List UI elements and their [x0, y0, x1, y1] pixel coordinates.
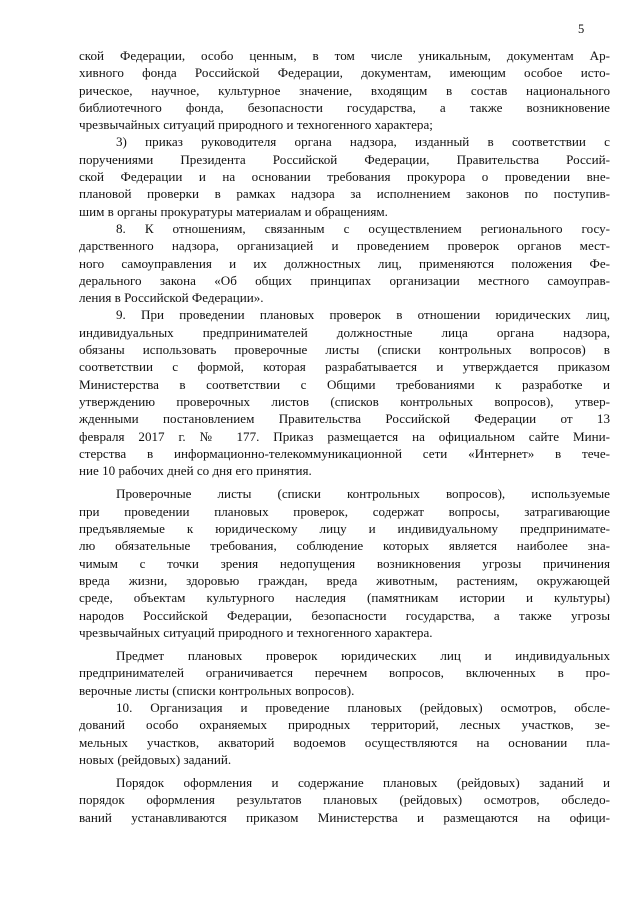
text-line: библиотечного фонда, безопасности государства, а также возникновение — [79, 99, 610, 115]
text-line: порядок оформления результатов плановых (рейдовых) осмотров, обследо- — [79, 792, 610, 808]
text-line: соответствии с формой, которая разрабатывается и утверждается приказом — [79, 359, 610, 375]
text-line: новых (рейдовых) заданий. — [79, 751, 232, 767]
text-line: ской Федерации, особо ценным, в том числе уникальным, документам Ар- — [79, 48, 610, 63]
paragraph — [79, 699, 610, 768]
text-line: Министерства в соответствии с Общими требованиями к разработке и — [79, 376, 610, 392]
text-line: ской Федерации и на основании требования прокурора о проведении вне- — [79, 169, 610, 185]
text-line: индивидуальных предпринимателей должностные лица органа надзора, — [79, 324, 610, 340]
paragraph — [79, 220, 610, 306]
text-line: ние 10 рабочих дней со дня его принятия. — [79, 463, 312, 479]
text-line: ного самоуправления и их должностных лиц, применяются положения Фе- — [79, 255, 610, 271]
text-line: плановой проверки в рамках надзора за исполнением законов по поступив- — [79, 186, 610, 202]
text-line: предъявляемые к юридическому лицу и индивидуальному предпринимате- — [79, 521, 610, 537]
text-line: 10. Организация и проведение плановых (рейдовых) осмотров, обсле- — [116, 699, 610, 715]
text-line: чимым с точки зрения недопущения возникновения угрозы причинения — [79, 555, 610, 571]
text-line: жденными постановлением Правительства Российской Федерации от 13 — [79, 411, 610, 427]
text-line: ления в Российской Федерации». — [79, 290, 264, 306]
text-line: мельных участков, акваторий водоемов осуществляются на основании пла- — [79, 734, 610, 750]
text-line: ваний устанавливаются приказом Министерства и размещаются на офици- — [79, 809, 610, 825]
text-line: предпринимателей ограничивается перечнем вопросов, включенных в про- — [79, 665, 610, 681]
paragraph — [79, 647, 610, 699]
text-line: Проверочные листы (списки контрольных вопросов), используемые — [116, 486, 610, 502]
text-line: вреда жизни, здоровью граждан, вреда животным, растениям, окружающей — [79, 572, 610, 588]
text-line: 8. К отношениям, связанным с осуществлением регионального госу- — [116, 220, 610, 236]
text-line: 9. При проведении плановых проверок в отношении юридических лиц, — [116, 307, 610, 323]
text-line: Предмет плановых проверок юридических лиц и индивидуальных — [116, 648, 610, 664]
text-line: при проведении плановых проверок, содержат вопросы, затрагивающие — [79, 503, 610, 519]
text-line: утверждению проверочных листов (списков контрольных вопросов), утвер- — [79, 393, 610, 409]
text-line: хивного фонда Российской Федерации, документам, имеющим особое исто- — [79, 65, 610, 81]
text-line: стерства в информационно-телекоммуникационной сети «Интернет» в тече- — [79, 445, 610, 461]
text-line: народов Российской Федерации, безопасности государства, а также угрозы — [79, 607, 610, 623]
page-number: 5 — [578, 22, 585, 36]
text-line: чрезвычайных ситуаций природного и техногенного характера; — [79, 117, 433, 133]
document-body — [79, 47, 610, 826]
text-line: дований особо охраняемых природных территорий, лесных участков, зе- — [79, 717, 610, 733]
text-line: лю обязательные требования, соблюдение которых является наиболее зна- — [79, 538, 610, 554]
text-line: 3) приказ руководителя органа надзора, изданный в соответствии с — [116, 134, 610, 150]
paragraph — [79, 485, 610, 641]
text-line: среде, объектам культурного наследия (памятникам истории и культуры) — [79, 590, 610, 606]
text-line: шим в органы прокуратуры материалам и обращениям. — [79, 203, 388, 219]
paragraph — [79, 774, 610, 826]
text-line: рическое, научное, культурное значение, входящим в состав национального — [79, 82, 610, 98]
text-line: февраля 2017 г. № 177. Приказ размещается на официальном сайте Мини- — [79, 428, 610, 444]
paragraph — [79, 133, 610, 219]
text-line: дерального закона «Об общих принципах организации местного самоуправ- — [79, 272, 610, 288]
text-line: Порядок оформления и содержание плановых (рейдовых) заданий и — [116, 775, 610, 791]
text-line: обязаны использовать проверочные листы (списки контрольных вопросов) в — [79, 342, 610, 358]
text-line: поручениями Президента Российской Федерации, Правительства Россий- — [79, 151, 610, 167]
text-line: дарственного надзора, организацией и проведением проверок органов мест- — [79, 238, 610, 254]
paragraph — [79, 47, 610, 133]
text-line: верочные листы (списки контрольных вопросов). — [79, 682, 355, 698]
text-line: чрезвычайных ситуаций природного и техногенного характера. — [79, 624, 433, 640]
paragraph — [79, 306, 610, 479]
